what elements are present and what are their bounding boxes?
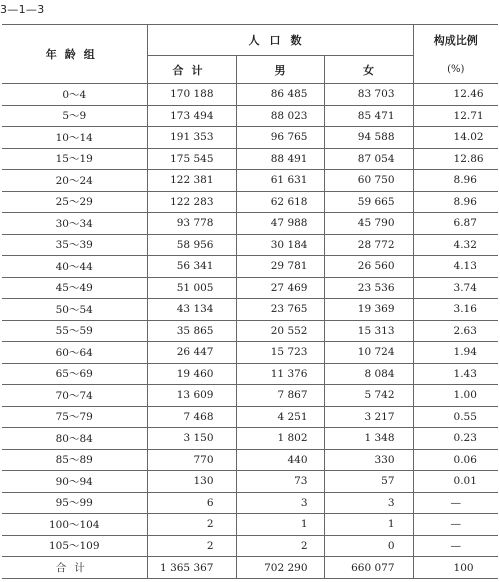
male-cell: 3 xyxy=(236,492,324,514)
table-row xyxy=(2,213,498,235)
header-ratio xyxy=(413,25,498,56)
female-cell: 87 054 xyxy=(324,148,413,170)
age-cell: 合计 xyxy=(2,557,147,579)
male-cell: 1 xyxy=(236,514,324,536)
male-cell: 29 781 xyxy=(236,256,324,278)
total-cell: 130 xyxy=(147,471,236,493)
table-row xyxy=(2,363,498,385)
age-cell: 45～49 xyxy=(2,277,147,299)
age-cell: 75～79 xyxy=(2,406,147,428)
table-row xyxy=(2,148,498,170)
ratio-cell: 3.74 xyxy=(413,277,498,299)
ratio-cell: 0.23 xyxy=(413,428,498,450)
age-cell: 95～99 xyxy=(2,492,147,514)
ratio-cell: 1.94 xyxy=(413,342,498,364)
female-cell: 57 xyxy=(324,471,413,493)
header-ratio-label: 构成比例 xyxy=(433,34,478,48)
table-row xyxy=(2,84,498,106)
total-row xyxy=(2,557,498,579)
ratio-cell: 0.01 xyxy=(413,471,498,493)
total-cell: 770 xyxy=(147,449,236,471)
table-row xyxy=(2,385,498,407)
ratio-cell: 8.96 xyxy=(413,191,498,213)
table-row xyxy=(2,256,498,278)
table-row xyxy=(2,428,498,450)
female-cell: 59 665 xyxy=(324,191,413,213)
header-female: 女 xyxy=(324,56,413,84)
total-cell: 6 xyxy=(147,492,236,514)
total-cell: 191 353 xyxy=(147,127,236,149)
total-cell: 13 609 xyxy=(147,385,236,407)
ratio-cell: 12.71 xyxy=(413,105,498,127)
age-cell: 65～69 xyxy=(2,363,147,385)
female-cell: 330 xyxy=(324,449,413,471)
female-cell: 19 369 xyxy=(324,299,413,321)
male-cell: 7 867 xyxy=(236,385,324,407)
total-cell: 35 865 xyxy=(147,320,236,342)
female-cell: 3 217 xyxy=(324,406,413,428)
table-row xyxy=(2,234,498,256)
age-cell: 15～19 xyxy=(2,148,147,170)
female-cell: 660 077 xyxy=(324,557,413,579)
total-cell: 56 341 xyxy=(147,256,236,278)
ratio-cell: 12.86 xyxy=(413,148,498,170)
ratio-cell: 4.13 xyxy=(413,256,498,278)
male-cell: 27 469 xyxy=(236,277,324,299)
total-cell: 173 494 xyxy=(147,105,236,127)
male-cell: 15 723 xyxy=(236,342,324,364)
male-cell: 47 988 xyxy=(236,213,324,235)
total-cell: 122 381 xyxy=(147,170,236,192)
male-cell: 2 xyxy=(236,535,324,557)
male-cell: 4 251 xyxy=(236,406,324,428)
ratio-cell: 14.02 xyxy=(413,127,498,149)
header-age-group: 年龄组 xyxy=(2,25,147,84)
female-cell: 28 772 xyxy=(324,234,413,256)
ratio-cell: 100 xyxy=(413,557,498,579)
age-cell: 5～9 xyxy=(2,105,147,127)
female-cell: 45 790 xyxy=(324,213,413,235)
age-cell: 30～34 xyxy=(2,213,147,235)
male-cell: 61 631 xyxy=(236,170,324,192)
female-cell: 1 xyxy=(324,514,413,536)
ratio-cell: — xyxy=(413,514,498,536)
table-row xyxy=(2,514,498,536)
age-cell: 60～64 xyxy=(2,342,147,364)
total-cell: 1 365 367 xyxy=(147,557,236,579)
table-row xyxy=(2,342,498,364)
header-ratio-unit: (%) xyxy=(413,56,498,84)
header-row-1 xyxy=(2,25,498,56)
total-cell: 26 447 xyxy=(147,342,236,364)
total-cell: 122 283 xyxy=(147,191,236,213)
table-row xyxy=(2,277,498,299)
ratio-cell: 1.43 xyxy=(413,363,498,385)
female-cell: 0 xyxy=(324,535,413,557)
male-cell: 73 xyxy=(236,471,324,493)
ratio-cell: 4.32 xyxy=(413,234,498,256)
female-cell: 3 xyxy=(324,492,413,514)
total-cell: 3 150 xyxy=(147,428,236,450)
age-cell: 70～74 xyxy=(2,385,147,407)
table-row xyxy=(2,471,498,493)
ratio-cell: — xyxy=(413,535,498,557)
age-cell: 50～54 xyxy=(2,299,147,321)
total-cell: 58 956 xyxy=(147,234,236,256)
ratio-cell: 0.06 xyxy=(413,449,498,471)
header-total: 合计 xyxy=(147,56,236,84)
age-cell: 55～59 xyxy=(2,320,147,342)
female-cell: 5 742 xyxy=(324,385,413,407)
total-cell: 51 005 xyxy=(147,277,236,299)
total-cell: 170 188 xyxy=(147,84,236,106)
table-row xyxy=(2,406,498,428)
male-cell: 62 618 xyxy=(236,191,324,213)
total-cell: 175 545 xyxy=(147,148,236,170)
ratio-cell: 8.96 xyxy=(413,170,498,192)
male-cell: 23 765 xyxy=(236,299,324,321)
male-cell: 96 765 xyxy=(236,127,324,149)
female-cell: 15 313 xyxy=(324,320,413,342)
table-number: 3—1—3 xyxy=(0,3,45,16)
table-row xyxy=(2,105,498,127)
age-cell: 35～39 xyxy=(2,234,147,256)
ratio-cell: 12.46 xyxy=(413,84,498,106)
female-cell: 1 348 xyxy=(324,428,413,450)
male-cell: 11 376 xyxy=(236,363,324,385)
female-cell: 85 471 xyxy=(324,105,413,127)
total-cell: 93 778 xyxy=(147,213,236,235)
age-cell: 20～24 xyxy=(2,170,147,192)
male-cell: 86 485 xyxy=(236,84,324,106)
male-cell: 88 491 xyxy=(236,148,324,170)
male-cell: 440 xyxy=(236,449,324,471)
ratio-cell: 2.63 xyxy=(413,320,498,342)
ratio-cell: 6.87 xyxy=(413,213,498,235)
age-cell: 105～109 xyxy=(2,535,147,557)
total-cell: 19 460 xyxy=(147,363,236,385)
male-cell: 1 802 xyxy=(236,428,324,450)
age-cell: 40～44 xyxy=(2,256,147,278)
header-population: 人口数 xyxy=(147,25,413,56)
age-cell: 90～94 xyxy=(2,471,147,493)
table-row xyxy=(2,299,498,321)
male-cell: 30 184 xyxy=(236,234,324,256)
table-row xyxy=(2,320,498,342)
total-cell: 2 xyxy=(147,535,236,557)
table-row xyxy=(2,492,498,514)
male-cell: 702 290 xyxy=(236,557,324,579)
female-cell: 94 588 xyxy=(324,127,413,149)
ratio-cell: 0.55 xyxy=(413,406,498,428)
age-cell: 10～14 xyxy=(2,127,147,149)
table-row xyxy=(2,191,498,213)
table-row xyxy=(2,535,498,557)
table-body xyxy=(2,84,498,579)
total-cell: 2 xyxy=(147,514,236,536)
header-male: 男 xyxy=(236,56,324,84)
total-cell: 43 134 xyxy=(147,299,236,321)
female-cell: 26 560 xyxy=(324,256,413,278)
female-cell: 83 703 xyxy=(324,84,413,106)
female-cell: 60 750 xyxy=(324,170,413,192)
population-table xyxy=(2,24,498,579)
ratio-cell: 1.00 xyxy=(413,385,498,407)
age-cell: 85～89 xyxy=(2,449,147,471)
female-cell: 23 536 xyxy=(324,277,413,299)
ratio-cell: — xyxy=(413,492,498,514)
age-cell: 80～84 xyxy=(2,428,147,450)
male-cell: 20 552 xyxy=(236,320,324,342)
table-row xyxy=(2,170,498,192)
male-cell: 88 023 xyxy=(236,105,324,127)
table-row xyxy=(2,449,498,471)
age-cell: 0～4 xyxy=(2,84,147,106)
female-cell: 10 724 xyxy=(324,342,413,364)
age-cell: 100～104 xyxy=(2,514,147,536)
age-cell: 25～29 xyxy=(2,191,147,213)
female-cell: 8 084 xyxy=(324,363,413,385)
ratio-cell: 3.16 xyxy=(413,299,498,321)
total-cell: 7 468 xyxy=(147,406,236,428)
table-row xyxy=(2,127,498,149)
